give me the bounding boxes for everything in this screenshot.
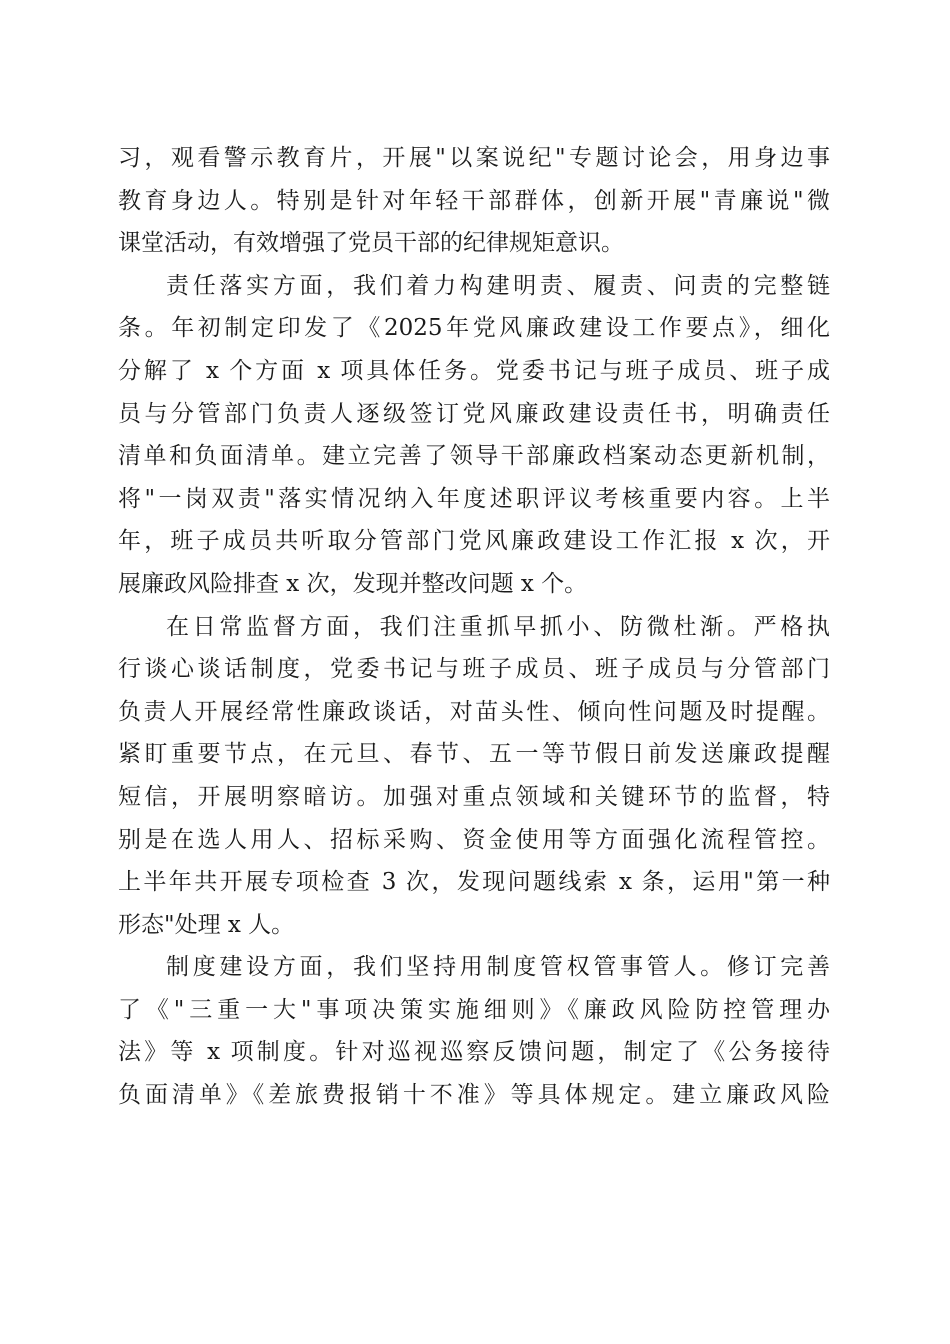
text-line: 教育身边人。特别是针对年轻干部群体，创新开展"青廉说"微 xyxy=(118,187,830,214)
document-body xyxy=(118,137,830,1117)
paragraph-supervision xyxy=(118,606,830,947)
text-line: 短信，开展明察暗访。加强对重点领域和关键环节的监督，特 xyxy=(118,783,830,810)
text-line: 课堂活动，有效增强了党员干部的纪律规矩意识。 xyxy=(118,230,624,257)
text-line: 责任落实方面，我们着力构建明责、履责、问责的完整链 xyxy=(166,272,830,299)
paragraph-education xyxy=(118,137,830,265)
text-line: 上半年共开展专项检查 3 次，发现问题线索 x 条，运用"第一种 xyxy=(118,869,830,896)
text-line: 在日常监督方面，我们注重抓早抓小、防微杜渐。严格执 xyxy=(166,613,830,640)
text-line: 条。年初制定印发了《2025年党风廉政建设工作要点》，细化 xyxy=(118,315,830,342)
text-line: 制度建设方面，我们坚持用制度管权管事管人。修订完善 xyxy=(166,954,830,981)
text-line: 展廉政风险排查 x 次，发现并整改问题 x 个。 xyxy=(118,570,588,597)
text-line: 员与分管部门负责人逐级签订党风廉政建设责任书，明确责任 xyxy=(118,400,830,427)
text-line: 分解了 x 个方面 x 项具体任务。党委书记与班子成员、班子成 xyxy=(118,357,830,384)
text-line: 形态"处理 x 人。 xyxy=(118,911,295,938)
text-line: 年，班子成员共听取分管部门党风廉政建设工作汇报 x 次，开 xyxy=(118,528,830,555)
text-line: 行谈心谈话制度，党委书记与班子成员、班子成员与分管部门 xyxy=(118,656,830,683)
text-line: 将"一岗双责"落实情况纳入年度述职评议考核重要内容。上半 xyxy=(118,485,830,512)
text-line: 负责人开展经常性廉政谈话，对苗头性、倾向性问题及时提醒。 xyxy=(118,698,830,725)
text-line: 清单和负面清单。建立完善了领导干部廉政档案动态更新机制， xyxy=(118,443,830,470)
paragraph-responsibility xyxy=(118,265,830,606)
text-line: 负面清单》《差旅费报销十不准》等具体规定。建立廉政风险 xyxy=(118,1082,830,1109)
text-line: 了《"三重一大"事项决策实施细则》《廉政风险防控管理办 xyxy=(118,996,830,1023)
text-line: 法》等 x 项制度。针对巡视巡察反馈问题，制定了《公务接待 xyxy=(118,1039,830,1066)
text-line: 别是在选人用人、招标采购、资金使用等方面强化流程管控。 xyxy=(118,826,830,853)
text-line: 习，观看警示教育片，开展"以案说纪"专题讨论会，用身边事 xyxy=(118,145,830,171)
paragraph-institution xyxy=(118,946,830,1116)
text-line: 紧盯重要节点，在元旦、春节、五一等节假日前发送廉政提醒 xyxy=(118,741,830,768)
